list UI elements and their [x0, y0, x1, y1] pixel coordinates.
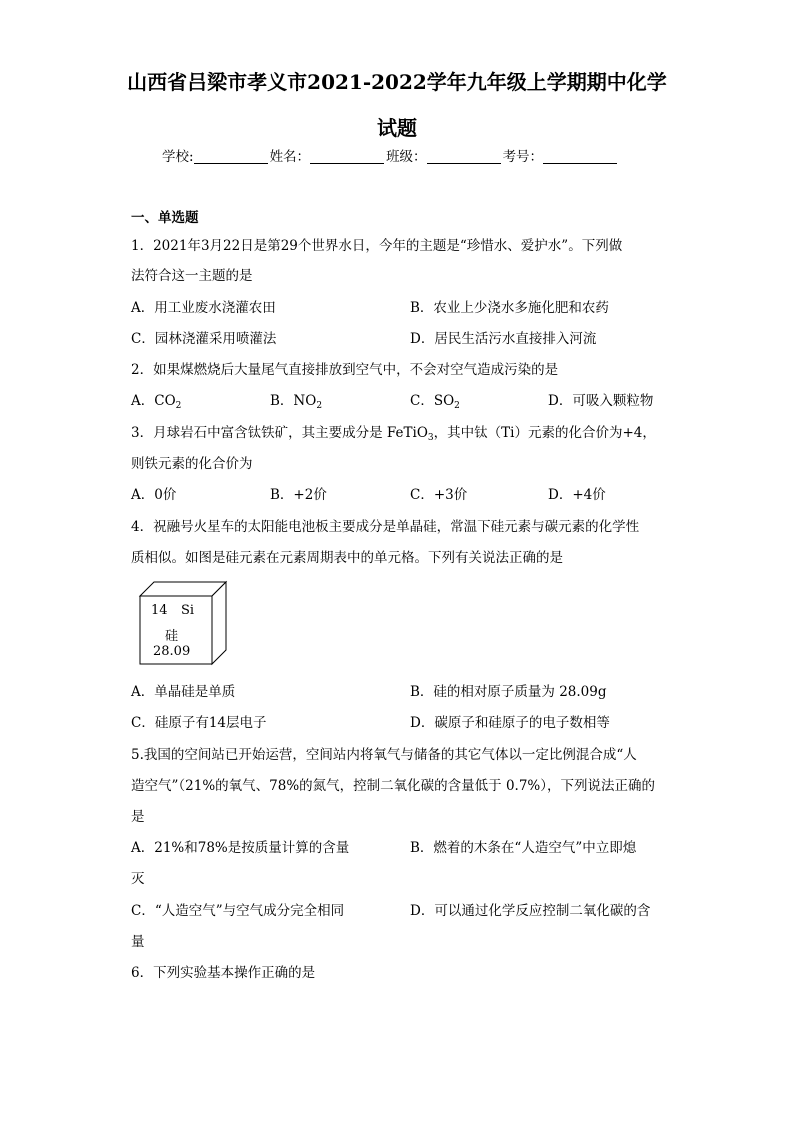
number-blank	[543, 149, 617, 164]
q5-option-d: D．可以通过化学反应控制二氧化碳的含	[410, 903, 651, 919]
element-symbol: Si	[181, 603, 195, 618]
q2-option-b: B．$NO_2$	[270, 393, 323, 411]
q5-option-b: B．燃着的木条在“人造空气”中立即熄	[410, 840, 637, 856]
q4-stem-line2: 质相似。如图是硅元素在元素周期表中的单元格。下列有关说法正确的是	[131, 550, 563, 566]
exam-title: 山西省吕梁市孝义市2021-2022学年九年级上学期期中化学	[127, 70, 667, 94]
q3-stem-line1: 3．月球岩石中富含钛铁矿，其主要成分是 FeTiO$_3$，其中钛（Ti）元素的化合价为+4，	[131, 425, 656, 443]
q1-option-a: A．用工业废水浇灌农田	[131, 300, 276, 316]
q4-option-b: B．硅的相对原子质量为 28.09g	[410, 684, 607, 700]
atomic-number: 14	[151, 603, 168, 618]
atomic-mass: 28.09	[153, 644, 191, 659]
q1-option-d: D．居民生活污水直接排入河流	[410, 331, 597, 347]
element-name: 硅	[165, 629, 179, 644]
q6-stem-line1: 6．下列实验基本操作正确的是	[131, 965, 316, 981]
q3-stem-line2: 则铁元素的化合价为	[131, 456, 253, 472]
periodic-table-cell	[138, 580, 228, 666]
q1-stem-line1: 1．2021年3月22日是第29个世界水日，今年的主题是“珍惜水、爱护水”。下列做	[131, 238, 623, 254]
q4-option-a: A．单晶硅是单质	[131, 684, 236, 700]
q5-stem-line3: 是	[131, 809, 145, 825]
q2-option-d: D．可吸入颗粒物	[548, 393, 654, 409]
q5-option-d-continued: 量	[131, 934, 145, 950]
school-blank	[194, 149, 268, 164]
q1-option-c: C．园林浇灌采用喷灌法	[131, 331, 277, 347]
q1-option-b: B．农业上少浇水多施化肥和农药	[410, 300, 609, 316]
q5-stem-line1: 5.我国的空间站已开始运营，空间站内将氧气与储备的其它气体以一定比例混合成“人	[131, 747, 637, 763]
section-heading: 一、单选题	[131, 210, 199, 226]
q1-stem-line2: 法符合这一主题的是	[131, 268, 253, 284]
q4-option-c: C．硅原子有14层电子	[131, 715, 267, 731]
q2-option-a: A．$CO_2$	[131, 393, 182, 411]
q5-stem-line2: 造空气”（21%的氧气、78%的氮气，控制二氧化碳的含量低于 0.7%），下列说法正确的	[131, 778, 656, 794]
q3-option-d: D．+4价	[548, 487, 606, 503]
class-blank	[427, 149, 501, 164]
student-info-line	[162, 145, 619, 165]
q5-option-a: A．21%和78%是按质量计算的含量	[131, 840, 350, 856]
name-blank	[310, 149, 384, 164]
q3-option-b: B．+2价	[270, 487, 327, 503]
school-label: 学校:	[162, 149, 194, 165]
exam-title-continued: 试题	[377, 116, 417, 140]
q3-option-a: A．0价	[131, 487, 177, 503]
name-label: 姓名：	[269, 149, 311, 165]
q5-option-c: C．“人造空气”与空气成分完全相同	[131, 903, 345, 919]
q5-option-b-continued: 灭	[131, 871, 145, 887]
class-label: 班级：	[386, 149, 427, 165]
q3-option-c: C．+3价	[410, 487, 468, 503]
q2-stem-line1: 2．如果煤燃烧后大量尾气直接排放到空气中，不会对空气造成污染的是	[131, 362, 559, 378]
number-label: 考号：	[502, 149, 544, 165]
q4-option-d: D．碳原子和硅原子的电子数相等	[410, 715, 610, 731]
q4-stem-line1: 4．祝融号火星车的太阳能电池板主要成分是单晶硅，常温下硅元素与碳元素的化学性	[131, 519, 640, 535]
q2-option-c: C．$SO_2$	[410, 393, 460, 411]
